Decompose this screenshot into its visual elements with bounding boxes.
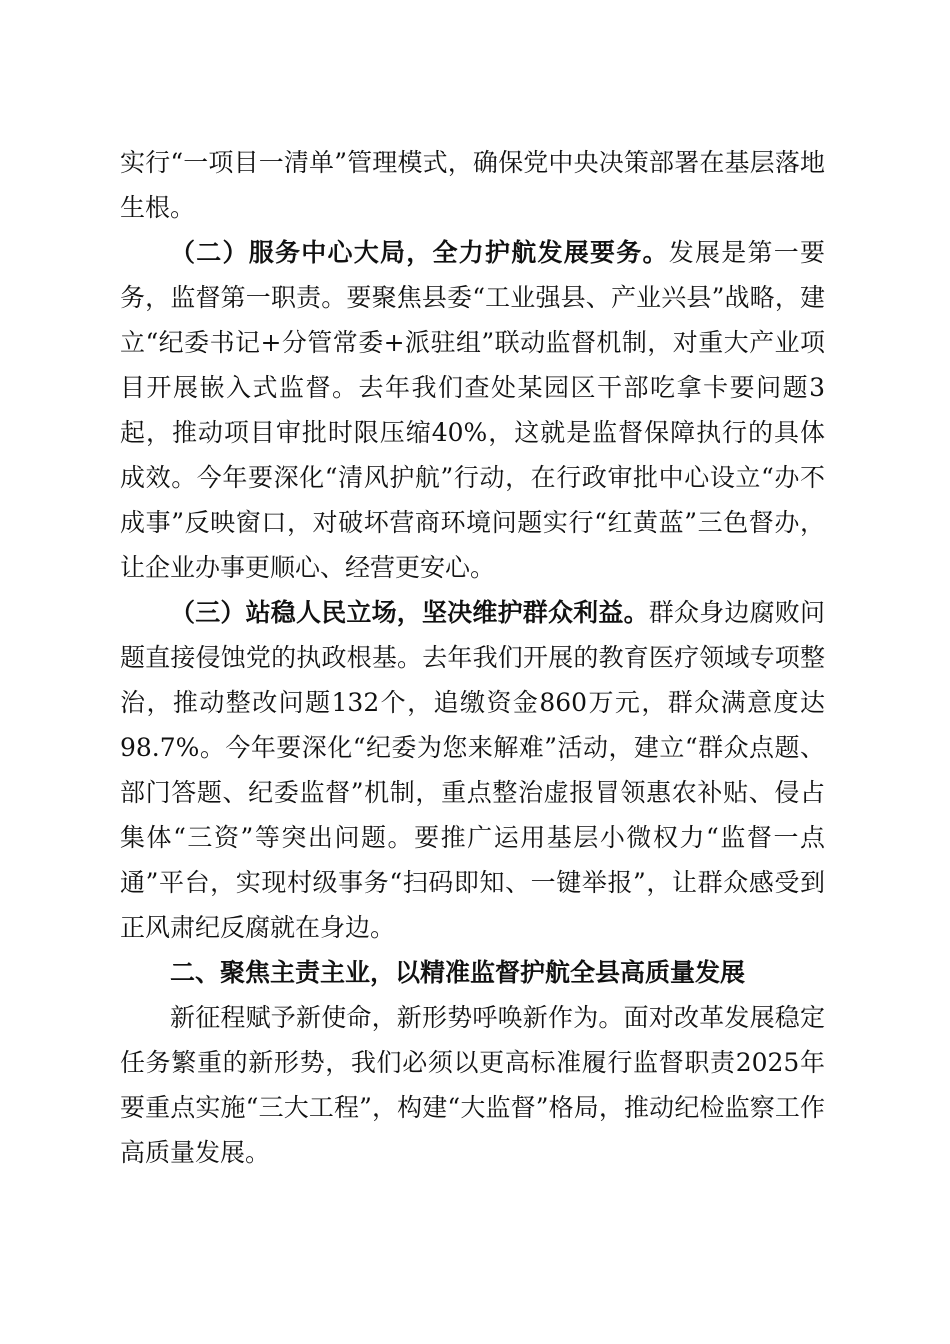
paragraph-continuation	[120, 140, 825, 230]
paragraph-lead: （二）服务中心大局，全力护航发展要务。	[170, 238, 669, 267]
closing-paragraph: 新征程赋予新使命，新形势呼唤新作为。面对改革发展稳定任务繁重的新形势，我们必须以更高标准履行监督职责2025年要重点实施“三大工程”，构建“大监督”格局，推动纪检监察工作高质量发展。	[120, 1003, 825, 1167]
paragraph-text: 发展是第一要务，监督第一职责。要聚焦县委“工业强县、产业兴县”战略，建立“纪委书记+分管常委+派驻组”联动监督机制，对重大产业项目开展嵌入式监督。去年我们查处某园区干部吃拿卡要问题3起，推动项目审批时限压缩40%，这就是监督保障执行的具体成效。今年要深化“清风护航”行动，在行政审批中心设立“办不成事”反映窗口，对破坏营商环境问题实行“红黄蓝”三色督办，让企业办事更顺心、经营更安心。	[120, 238, 825, 582]
paragraph-lead: （三）站稳人民立场，坚决维护群众利益。	[170, 598, 649, 627]
section-heading: 二、聚焦主责主业，以精准监督护航全县高质量发展	[170, 958, 746, 987]
paragraph-section-2	[120, 230, 825, 590]
document-body	[120, 140, 825, 1175]
paragraph-section-3	[120, 590, 825, 950]
paragraph-text: 群众身边腐败问题直接侵蚀党的执政根基。去年我们开展的教育医疗领域专项整治，推动整改问题132个，追缴资金860万元，群众满意度达98.7%。今年要深化“纪委为您来解难”活动，建立“群众点题、部门答题、纪委监督”机制，重点整治虚报冒领惠农补贴、侵占集体“三资”等突出问题。要推广运用基层小微权力“监督一点通”平台，实现村级事务“扫码即知、一键举报”，让群众感受到正风肃纪反腐就在身边。	[120, 598, 825, 942]
paragraph-text: 实行“一项目一清单”管理模式，确保党中央决策部署在基层落地生根。	[120, 148, 825, 222]
